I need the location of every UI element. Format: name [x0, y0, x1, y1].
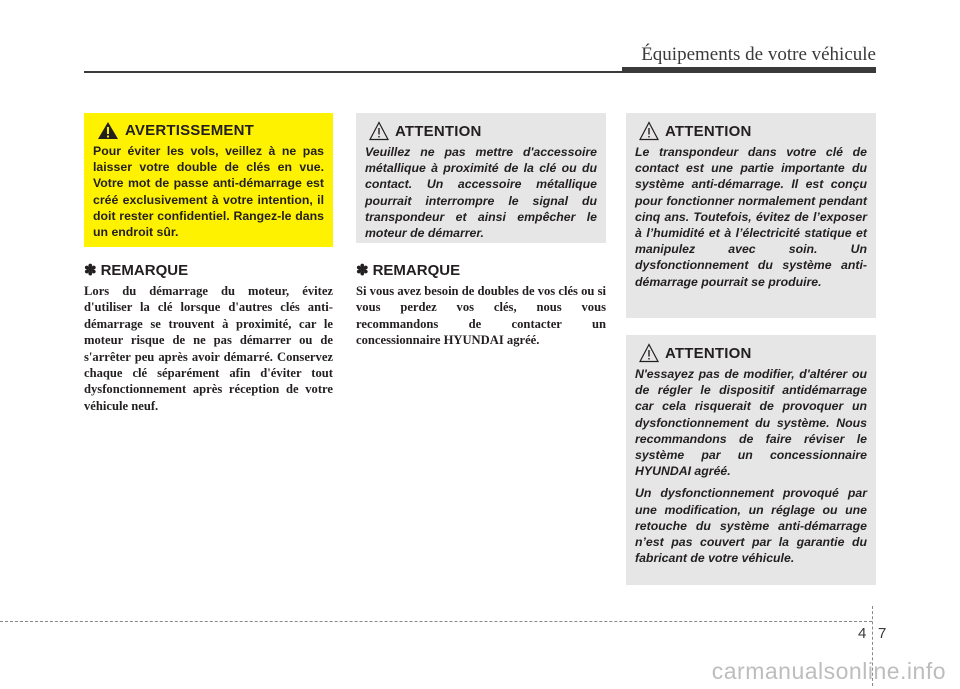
chapter-number: 4 [858, 625, 867, 642]
attention-header-1 [365, 121, 597, 141]
note-title-2: REMARQUE [372, 261, 461, 279]
attention-text-3 [635, 366, 867, 566]
page-number: 7 [878, 625, 887, 642]
note-block-2 [356, 261, 606, 349]
warning-header [93, 121, 324, 140]
note-text-2: Si vous avez besoin de doubles de vos clés ou si vous perdez vos clés, nous vous recommandons de contacter un concessionnaire HYUNDAI agréé. [356, 284, 606, 348]
note-block-1 [84, 261, 333, 414]
note-title-1: REMARQUE [100, 261, 189, 279]
attention-paragraph-2: Un dysfonctionnement provoqué par une modification, un réglage ou une retouche du système anti-démarrage n’est pas couvert par la garantie du fabricant de votre véhicule. [635, 486, 867, 566]
attention-box-2 [626, 113, 876, 318]
caution-triangle-icon [639, 121, 659, 141]
note-header-2 [356, 261, 606, 279]
warning-text: Pour éviter les vols, veillez à ne pas laisser votre double de clés en vue. Votre mot de passe anti-démarrage est créé exclusivement à votre intention, il doit rester confidentiel. Rangez-le dans un endroit sûr. [93, 144, 324, 240]
attention-text-2: Le transpondeur dans votre clé de contact est une partie importante du système anti-démarrage. Il est conçu pour fonctionner normalement pendant cinq ans. Toutefois, évitez de l’exposer à l’humidité et à l’électricité statique et manipulez avec soin. Un dysfonctionnement du système anti-démarrage pourrait se produire. [635, 145, 867, 289]
section-title: Équipements de votre véhicule [641, 44, 876, 65]
attention-title-2: ATTENTION [665, 122, 752, 140]
attention-header-3 [635, 343, 867, 363]
asterisk-icon: ✽ [356, 262, 369, 279]
footer-rule [0, 621, 872, 622]
note-header-1 [84, 261, 333, 279]
asterisk-icon: ✽ [84, 262, 97, 279]
attention-title-3: ATTENTION [665, 344, 752, 362]
warning-title: AVERTISSEMENT [125, 122, 255, 139]
header-rule [84, 71, 876, 73]
attention-title-1: ATTENTION [395, 122, 482, 140]
warning-box [84, 113, 333, 247]
watermark: carmanualsonline.info [711, 658, 946, 684]
attention-header-2 [635, 121, 867, 141]
attention-paragraph-1: N'essayez pas de modifier, d'altérer ou de régler le dispositif antidémarrage car cela risquerait de provoquer un dysfonctionnement du système. Nous recommandons de faire réviser le système par un concessionnaire HYUNDAI agréé. [635, 367, 867, 479]
note-text-1: Lors du démarrage du moteur, évitez d'utiliser la clé lorsque d'autres clés anti-démarrage se trouvent à proximité, car le moteur risque de ne pas démarrer ou de s'arrêter peu après avoir démarré. Conservez chaque clé séparément afin d'éviter tout dysfonctionnement après réception de votre véhicule neuf. [84, 284, 333, 413]
attention-box-1 [356, 113, 606, 243]
attention-text-1: Veuillez ne pas mettre d'accessoire métallique à proximité de la clé ou du contact. Un accessoire métallique pourrait interrompre le signal du transpondeur et ainsi empêcher le moteur de démarrer. [365, 145, 597, 241]
warning-triangle-icon [97, 121, 119, 140]
caution-triangle-icon [369, 121, 389, 141]
attention-box-3 [626, 335, 876, 585]
caution-triangle-icon [639, 343, 659, 363]
